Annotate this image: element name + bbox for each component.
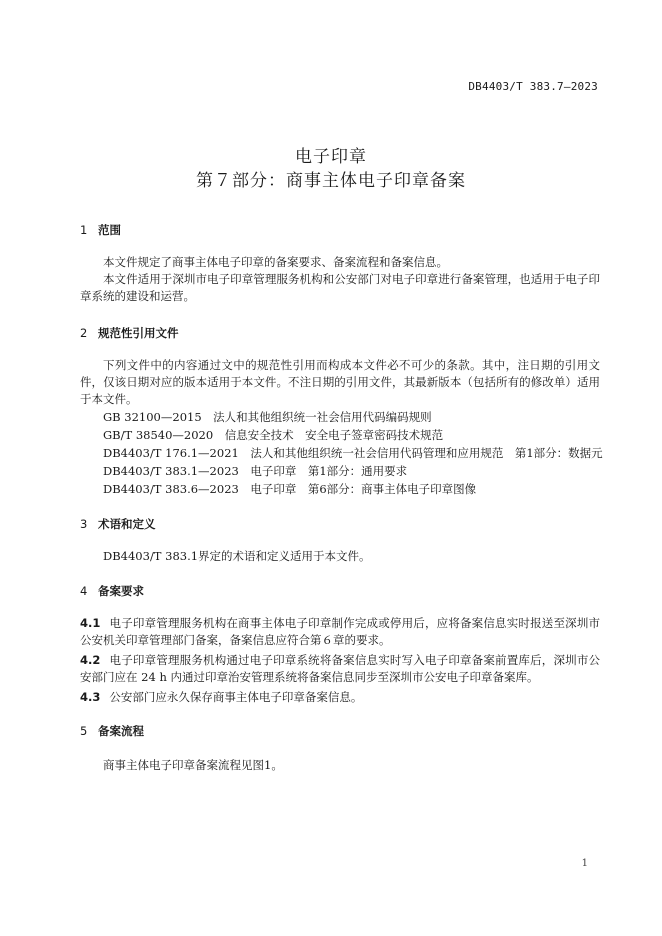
clause-4-1	[80, 615, 600, 649]
section-3-heading	[80, 516, 156, 532]
clause-number: 4.2	[80, 653, 101, 667]
normative-reference: DB4403/T 383.6—2023 电子印章 第6部分：商事主体电子印章图像	[103, 482, 477, 496]
section-number: 3	[80, 517, 88, 531]
normative-reference: DB4403/T 176.1—2021 法人和其他组织统一社会信用代码管理和应用规范 第1部分：数据元	[103, 446, 603, 460]
normative-reference: GB 32100—2015 法人和其他组织统一社会信用代码编码规则	[103, 410, 432, 424]
section-title: 备案流程	[98, 724, 144, 738]
clause-number: 4.1	[80, 616, 101, 630]
section-1-paragraph-2: 本文件适用于深圳市电子印章管理服务机构和公安部门对电子印章进行备案管理，也适用于电子印章系统的建设和运营。	[80, 272, 600, 303]
section-3-paragraph-1: DB4403/T 383.1界定的术语和定义适用于本文件。	[103, 549, 371, 563]
clause-text: 电子印章管理服务机构通过电子印章系统将备案信息实时写入电子印章备案前置库后，深圳市公安部门应在 24 h 内通过印章治安管理系统将备案信息同步至深圳市公安电子印章备案库。	[80, 653, 600, 684]
clause-4-3	[80, 689, 600, 706]
section-1-paragraph-1: 本文件规定了商事主体电子印章的备案要求、备案流程和备案信息。	[103, 255, 448, 269]
section-number: 4	[80, 584, 88, 598]
section-number: 2	[80, 326, 88, 340]
clause-4-2	[80, 652, 600, 686]
clause-text: 电子印章管理服务机构在商事主体电子印章制作完成或停用后，应将备案信息实时报送至深圳市公安机关印章管理部门备案，备案信息应符合第６章的要求。	[80, 616, 600, 647]
section-title: 备案要求	[98, 584, 144, 598]
clause-number: 4.3	[80, 690, 101, 704]
section-2-paragraph-1: 下列文件中的内容通过文中的规范性引用而构成本文件必不可少的条款。其中，注日期的引用文件，仅该日期对应的版本适用于本文件。不注日期的引用文件，其最新版本（包括所有的修改单）适用于本文件。	[80, 358, 600, 406]
page-number: 1	[581, 858, 588, 869]
clause-text: 公安部门应永久保存商事主体电子印章备案信息。	[109, 690, 363, 704]
section-title: 术语和定义	[98, 517, 156, 531]
section-title: 规范性引用文件	[98, 326, 179, 340]
document-title: 电子印章	[295, 147, 367, 167]
section-5-heading	[80, 723, 144, 739]
normative-reference: GB/T 38540—2020 信息安全技术 安全电子签章密码技术规范	[103, 428, 444, 442]
section-title: 范围	[98, 223, 121, 237]
section-1-heading	[80, 222, 121, 238]
section-number: 1	[80, 223, 88, 237]
section-2-heading	[80, 325, 179, 341]
section-number: 5	[80, 724, 88, 738]
section-4-heading	[80, 583, 144, 599]
normative-reference: DB4403/T 383.1—2023 电子印章 第1部分：通用要求	[103, 464, 408, 478]
document-code: DB4403/T 383.7—2023	[468, 80, 598, 93]
section-5-paragraph-1: 商事主体电子印章备案流程见图1。	[103, 758, 283, 772]
document-subtitle: 第７部分：商事主体电子印章备案	[196, 171, 466, 191]
